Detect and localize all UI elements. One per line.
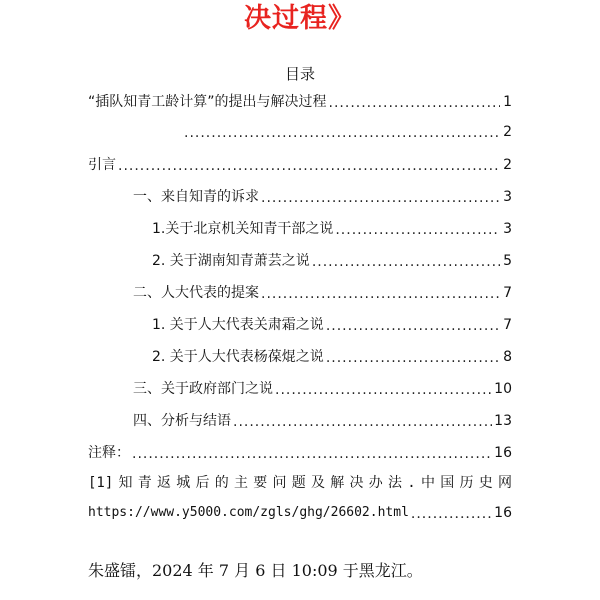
- footnote-char: 后: [195, 475, 210, 491]
- toc-entry-page: 7: [503, 317, 512, 333]
- footnote-char: 法: [388, 475, 403, 491]
- toc-dot-leader: [275, 381, 492, 399]
- toc-entry-page: 13: [494, 413, 512, 429]
- footnote-char: 中: [420, 475, 435, 491]
- footnote-char: 青: [137, 475, 152, 491]
- footnote-char: 网: [497, 475, 512, 491]
- footnote-char: [1]: [88, 475, 114, 491]
- toc-entry[interactable]: [133, 185, 512, 207]
- toc-entry[interactable]: [133, 377, 512, 399]
- footnote-url-entry[interactable]: [88, 501, 512, 523]
- toc-dot-leader: [118, 157, 500, 175]
- toc-dot-leader: [312, 253, 500, 271]
- author-signature-line: 朱盛镭，2024 年 7 月 6 日 10:09 于黑龙江。: [88, 561, 423, 580]
- toc-entry-label: 三、关于政府部门之说: [133, 381, 273, 397]
- footnote-page: 16: [494, 505, 512, 521]
- footnote-text: [88, 473, 512, 495]
- toc-entry-page: 3: [503, 221, 512, 237]
- toc-entry-page: 1: [503, 94, 512, 110]
- footnote-char: 题: [291, 475, 306, 491]
- toc-entry[interactable]: [152, 217, 512, 239]
- toc-entry[interactable]: [133, 281, 512, 303]
- toc-entry[interactable]: [152, 345, 512, 367]
- toc-dot-leader: [184, 124, 500, 142]
- toc-dot-leader: [233, 413, 492, 431]
- footnote-char: 问: [272, 475, 287, 491]
- toc-entry[interactable]: [182, 120, 512, 142]
- toc-entry-page: 3: [503, 189, 512, 205]
- toc-entry-page: 10: [494, 381, 512, 397]
- toc-entry[interactable]: [152, 249, 512, 271]
- footnote-char: 主: [234, 475, 249, 491]
- toc-entry-label: 1.关于北京机关知青干部之说: [152, 221, 334, 237]
- toc-entry-page: 2: [503, 124, 512, 140]
- toc-entry-label: 1. 关于人大代表关肃霜之说: [152, 317, 324, 333]
- footnote-url[interactable]: https://www.y5000.com/zgls/ghg/26602.html: [88, 505, 409, 520]
- footnote-char: 办: [368, 475, 383, 491]
- toc-entry-label: 引言: [88, 157, 116, 173]
- footnote-char: 返: [157, 475, 172, 491]
- footnote-char: 要: [253, 475, 268, 491]
- footnote-char: 史: [478, 475, 493, 491]
- toc-entry[interactable]: [88, 90, 512, 112]
- toc-entry-page: 16: [494, 445, 512, 461]
- footnote-char: 国: [440, 475, 455, 491]
- toc-entry-label: 一、来自知青的诉求: [133, 189, 259, 205]
- footnote-char: 决: [349, 475, 364, 491]
- toc-entry-page: 8: [503, 349, 512, 365]
- toc-entry[interactable]: [88, 441, 512, 463]
- footnote-char: 城: [176, 475, 191, 491]
- toc-entry[interactable]: [88, 153, 512, 175]
- toc-entry-label: 注释：: [88, 445, 130, 461]
- toc-entry-label: “插队知青工龄计算”的提出与解决过程: [88, 94, 327, 110]
- toc-entry-label: 二、人大代表的提案: [133, 285, 259, 301]
- toc-dot-leader: [261, 285, 500, 303]
- toc-entry[interactable]: [133, 409, 512, 431]
- footnote-char: 及: [311, 475, 326, 491]
- footnote-char: .: [407, 475, 416, 491]
- toc-entry-page: 5: [503, 253, 512, 269]
- footnote-char: 知: [118, 475, 133, 491]
- toc-entry-label: 四、分析与结语: [133, 413, 231, 429]
- toc-entry-label: 2. 关于人大代表杨葆焜之说: [152, 349, 324, 365]
- document-title: 决过程》: [244, 3, 356, 34]
- toc-entry-label: 2. 关于湖南知青萧芸之说: [152, 253, 310, 269]
- toc-dot-leader: [261, 189, 500, 207]
- toc-dot-leader: [335, 221, 500, 239]
- toc-entry-page: 7: [503, 285, 512, 301]
- footnote-char: 的: [214, 475, 229, 491]
- toc-heading: 目录: [284, 65, 315, 83]
- toc-dot-leader: [411, 505, 492, 523]
- toc-entry-page: 2: [503, 157, 512, 173]
- toc-entry[interactable]: [152, 313, 512, 335]
- footnote-char: 解: [330, 475, 345, 491]
- toc-dot-leader: [329, 94, 500, 112]
- toc-dot-leader: [326, 317, 500, 335]
- toc-dot-leader: [132, 445, 492, 463]
- toc-dot-leader: [326, 349, 500, 367]
- footnote-char: 历: [459, 475, 474, 491]
